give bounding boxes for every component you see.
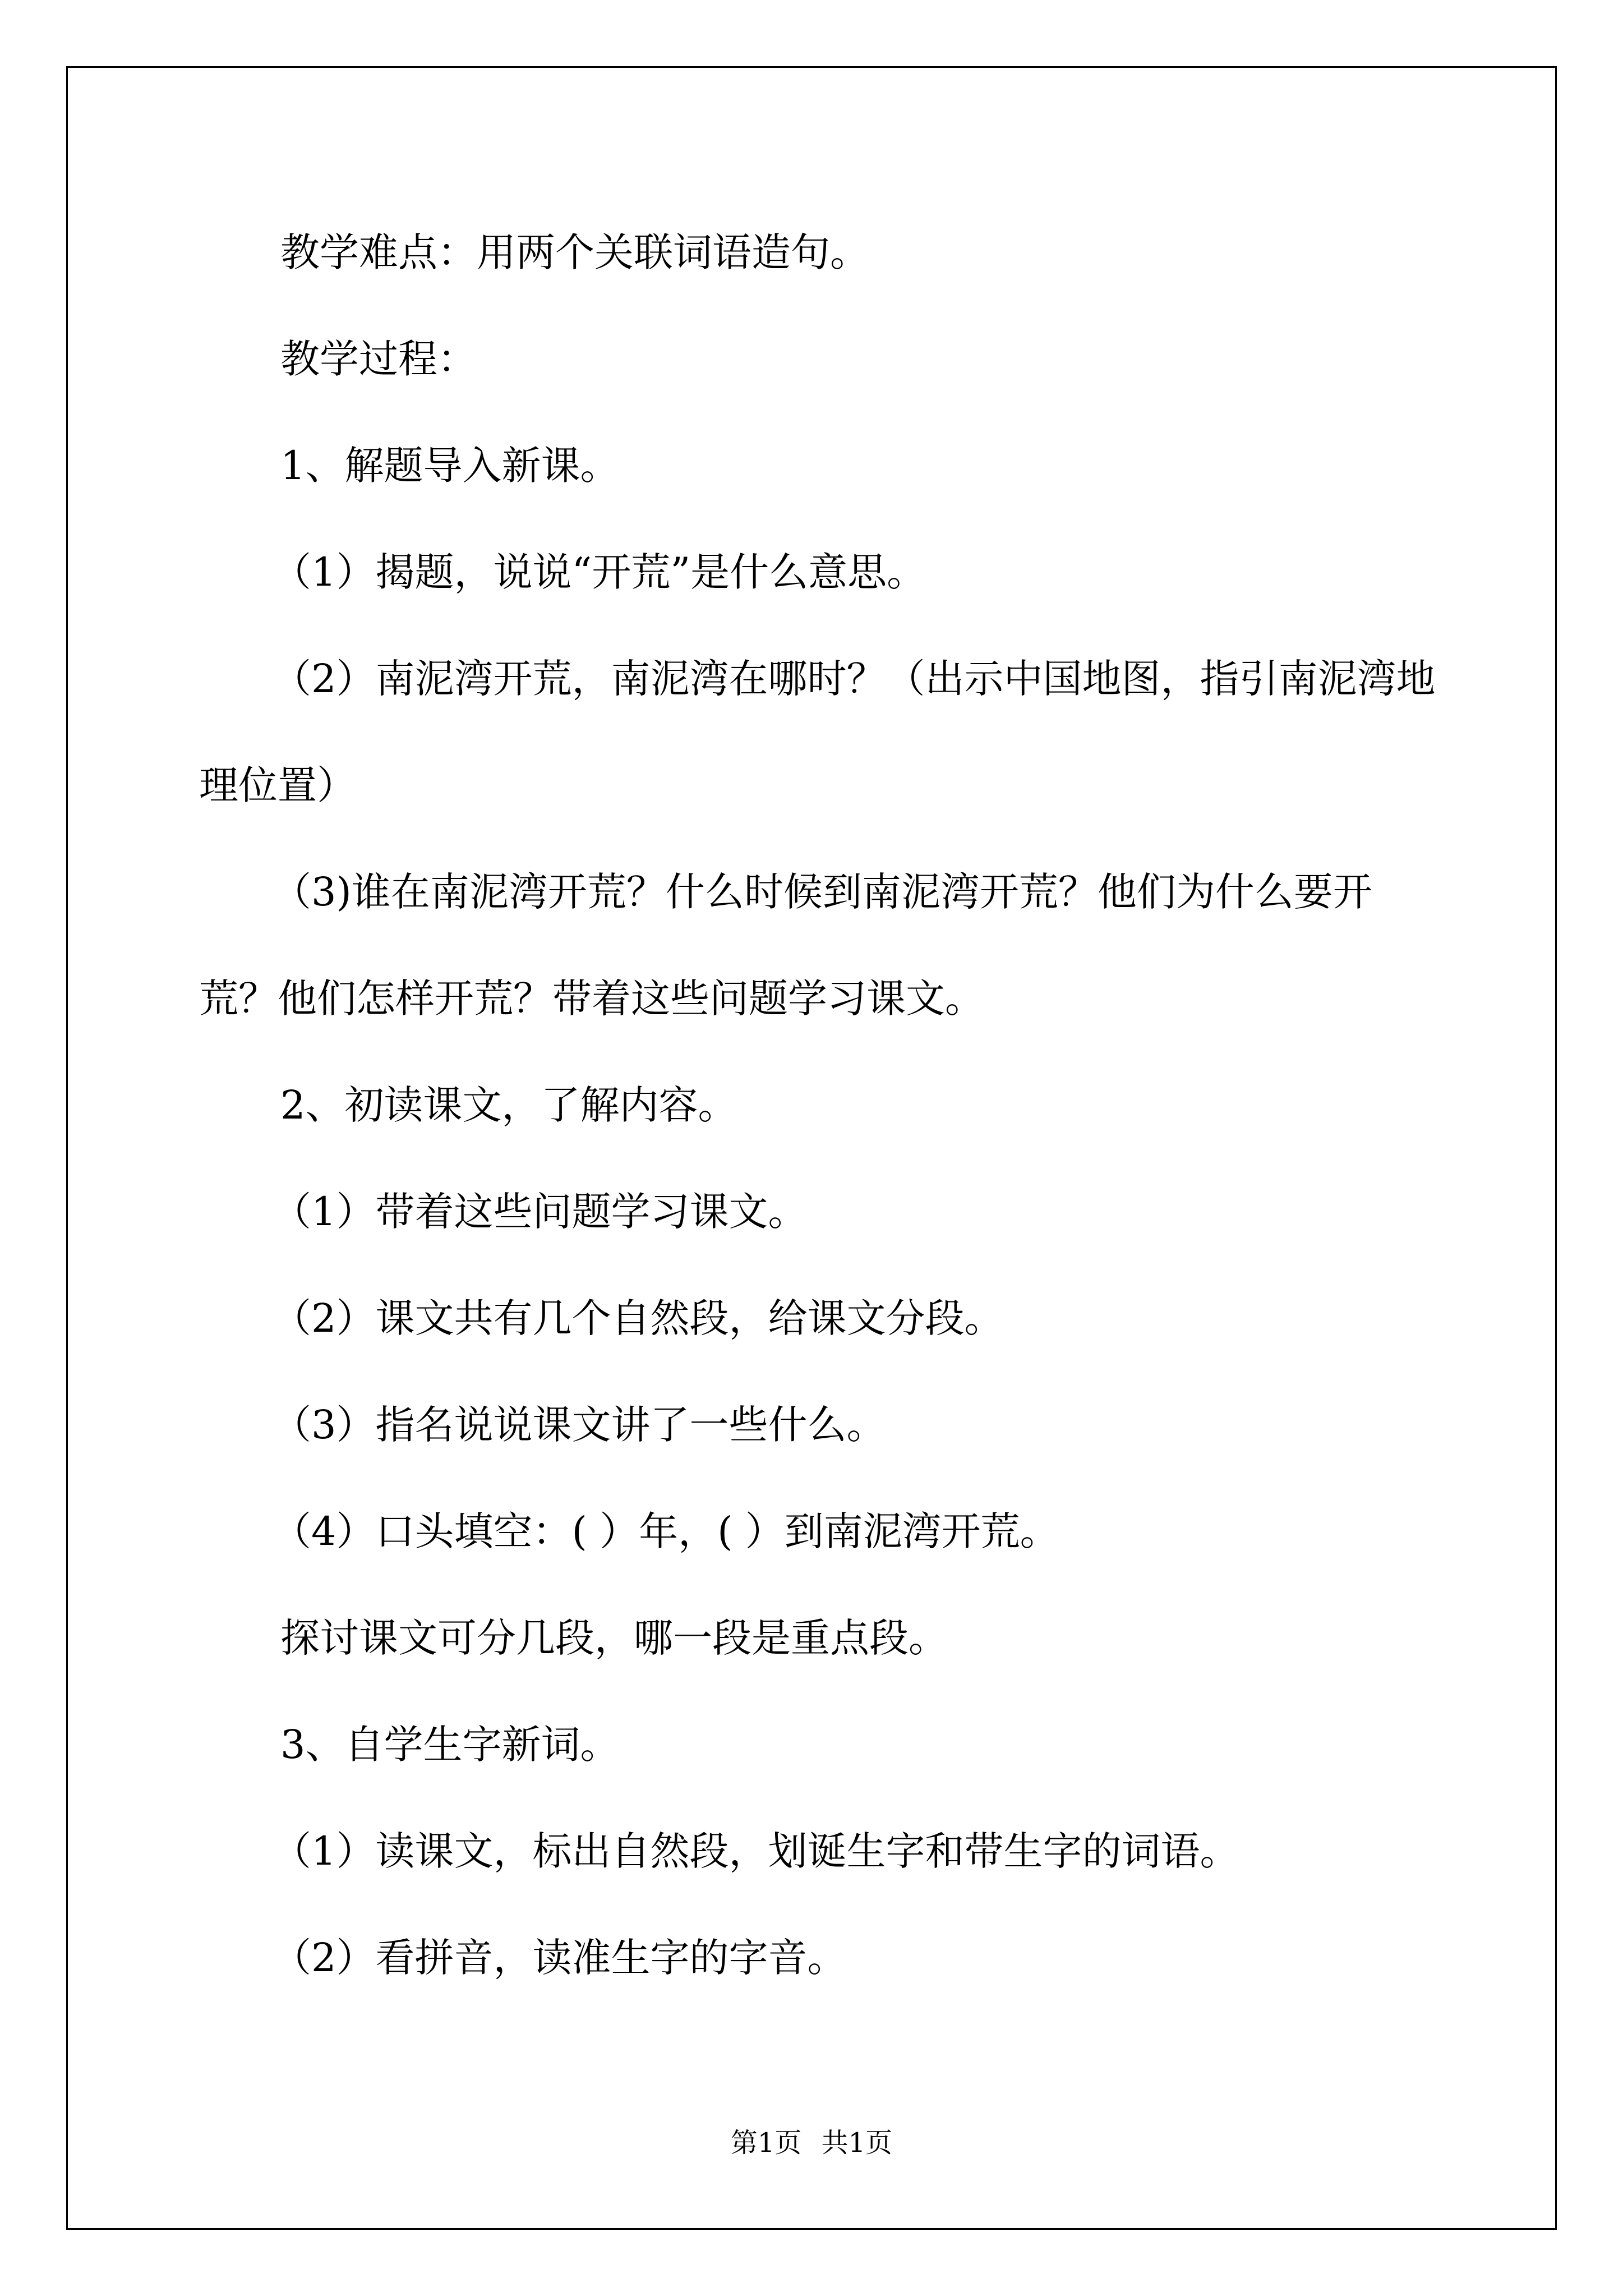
- document-body: [199, 199, 1436, 2011]
- paragraph-step-2-2: （2）课文共有几个自然段，给课文分段。: [272, 1295, 1004, 1341]
- paragraph-step-3-2: （2）看拼音，读准生字的字音。: [272, 1935, 847, 1981]
- page-footer: [0, 2126, 1623, 2160]
- paragraph-teaching-difficulty: 教学难点：用两个关联词语造句。: [280, 229, 869, 275]
- page-number: 第1页: [730, 2127, 802, 2159]
- paragraph-step-2: 2、初读课文，了解内容。: [280, 1082, 737, 1128]
- paragraph-step-3-1: （1）读课文，标出自然段，划诞生字和带生字的词语。: [272, 1828, 1239, 1874]
- paragraph-step-1-2: （2）南泥湾开荒，南泥湾在哪时？（出示中国地图，指引南泥湾地理位置）: [199, 656, 1436, 808]
- paragraph-discussion: 探讨课文可分几段，哪一段是重点段。: [280, 1615, 948, 1661]
- paragraph-step-3: 3、自学生字新词。: [280, 1722, 620, 1768]
- paragraph-step-2-4: （4）口头填空：( ）年，( ）到南泥湾开荒。: [272, 1508, 1059, 1554]
- paragraph-step-2-3: （3）指名说说课文讲了一些什么。: [272, 1402, 886, 1448]
- paragraph-step-1-1: （1）揭题，说说“开荒”是什么意思。: [272, 549, 926, 595]
- page-total: 共1页: [821, 2127, 893, 2159]
- paragraph-step-1: 1、解题导入新课。: [280, 443, 620, 489]
- paragraph-step-1-3: （3)谁在南泥湾开荒？什么时候到南泥湾开荒？他们为什么要开荒？他们怎样开荒？带着这些问题学习课文。: [199, 869, 1372, 1022]
- paragraph-step-2-1: （1）带着这些问题学习课文。: [272, 1189, 808, 1235]
- paragraph-teaching-process: 教学过程：: [280, 336, 477, 382]
